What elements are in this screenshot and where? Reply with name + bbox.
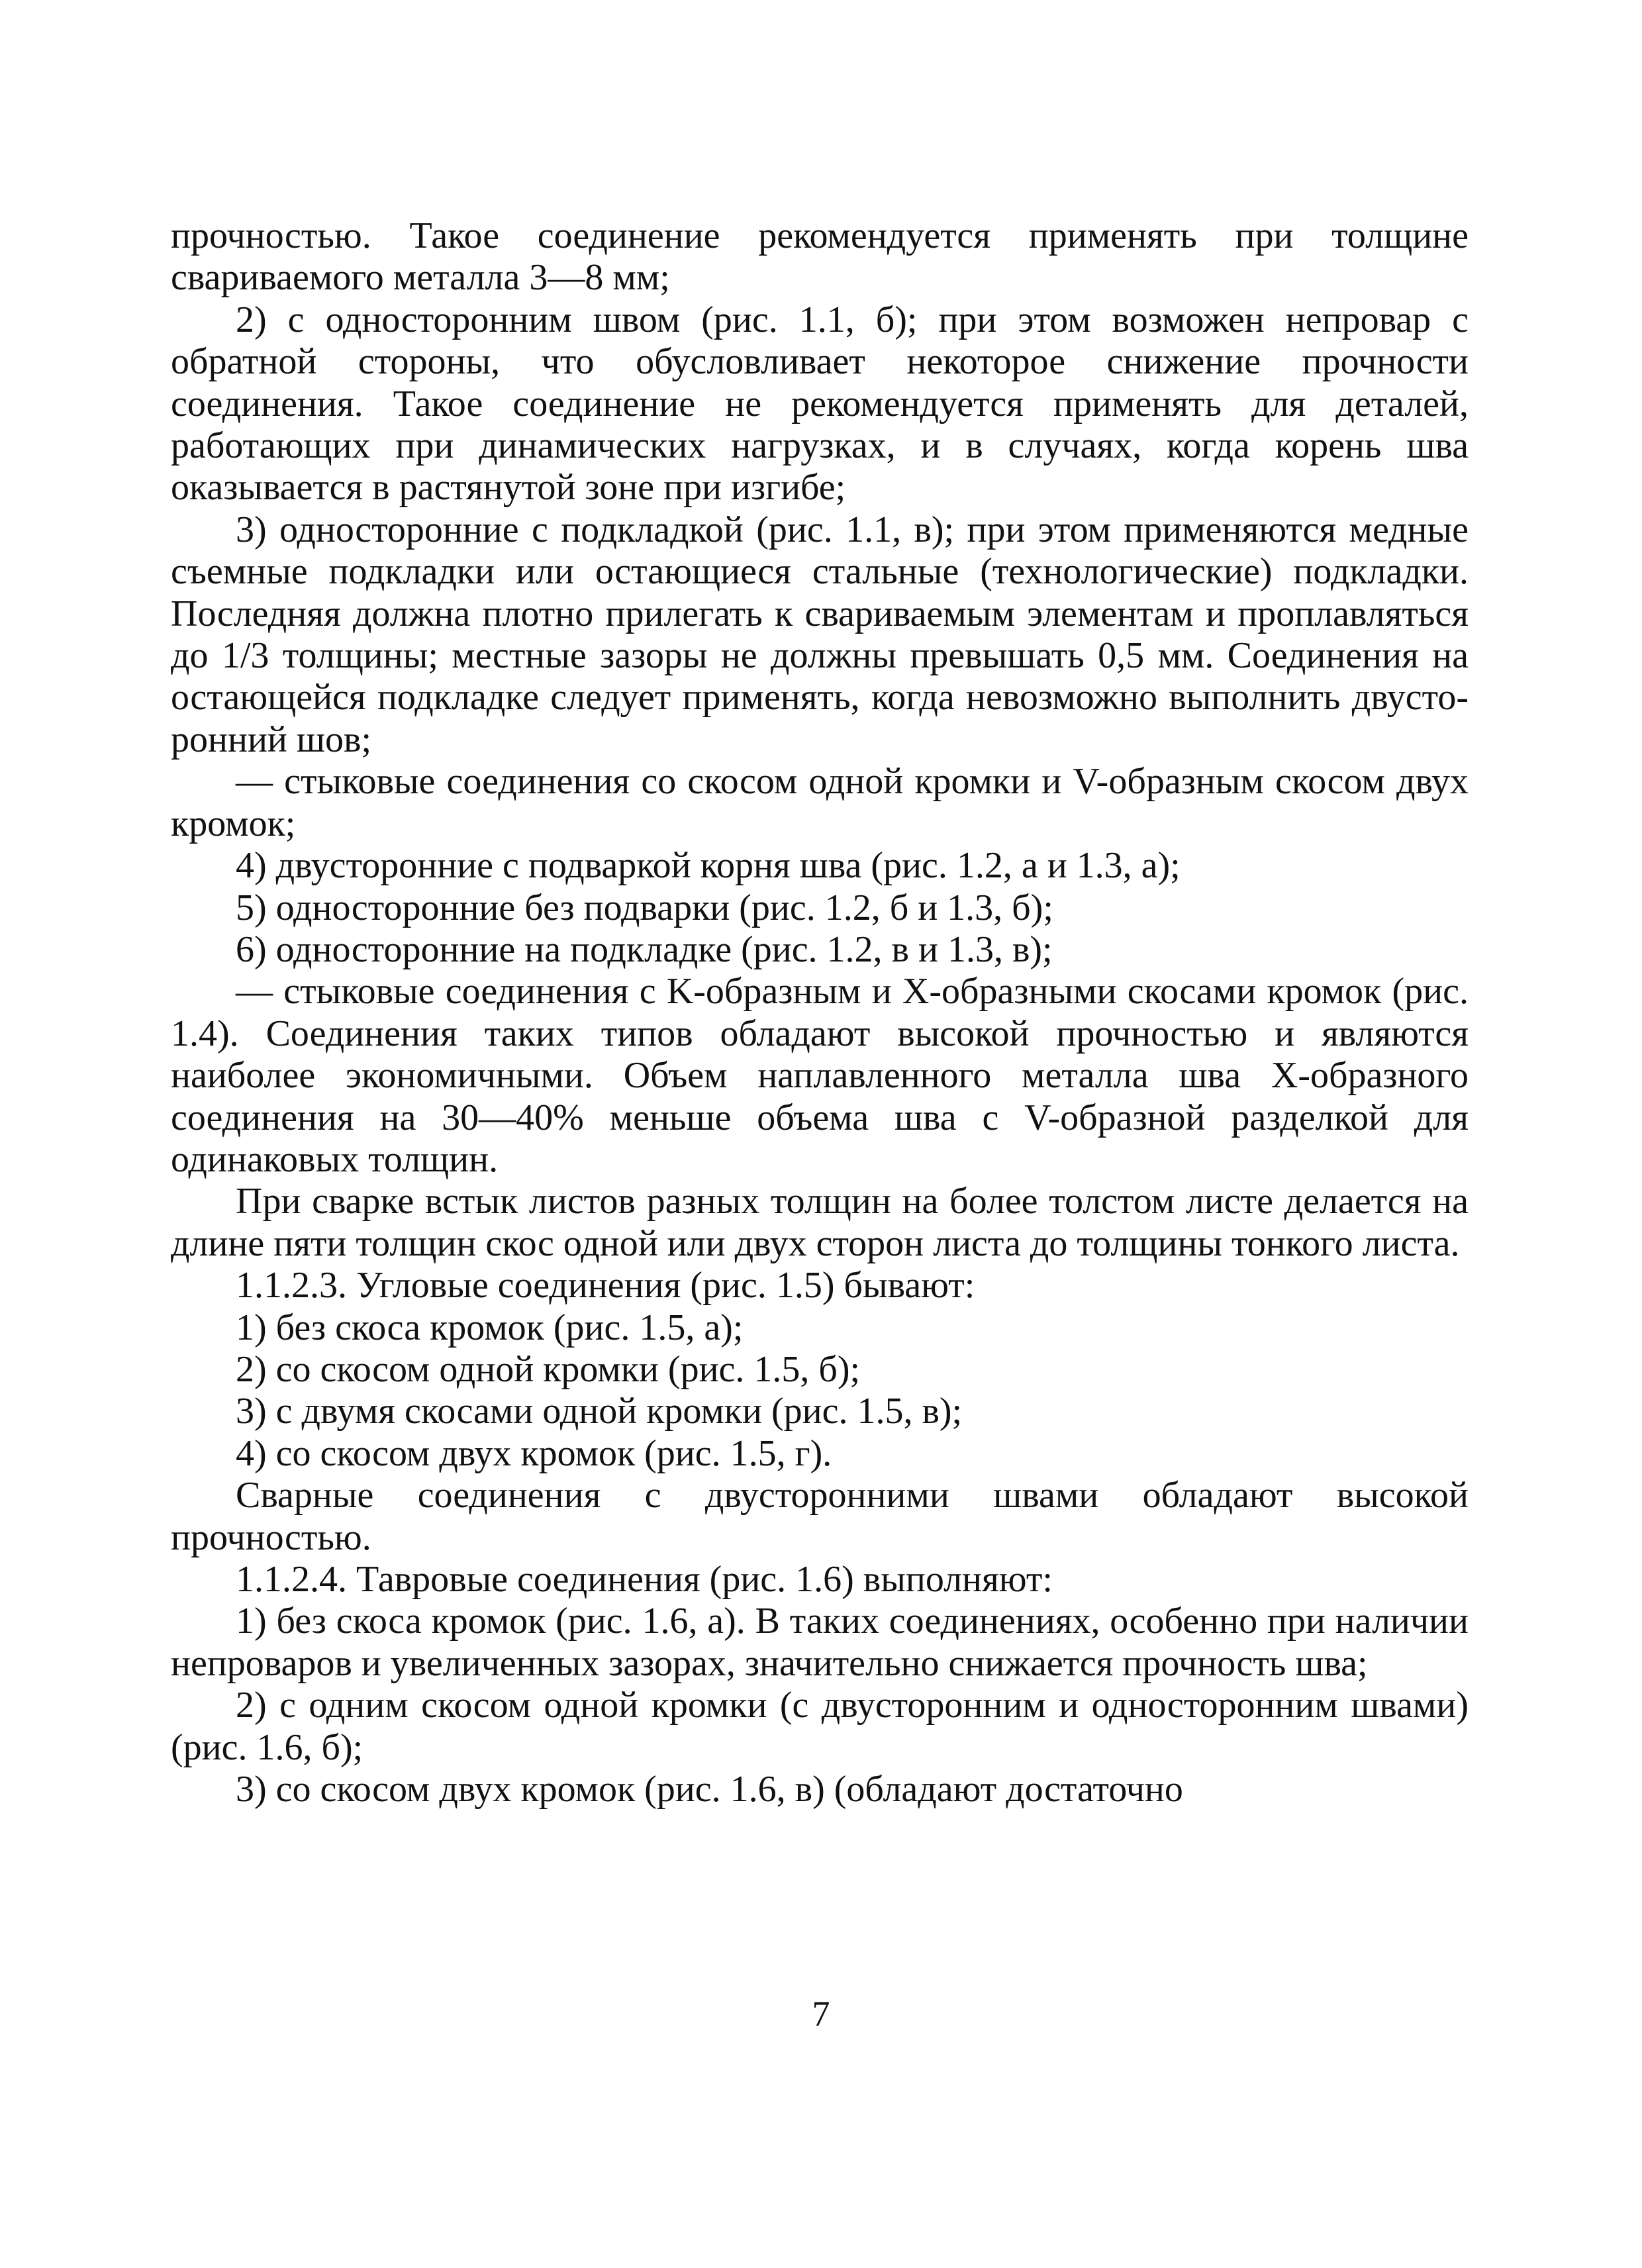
page-body — [171, 215, 1469, 1810]
paragraph-7: 6) односторонние на подкладке (рис. 1.2, в и 1.3, в); — [236, 928, 1053, 970]
paragraph-9: При сварке встык листов разных толщин на более толстом листе делается на длине пяти толщин скос одной или двух сторон листа до толщины тонкого листа. — [171, 1181, 1469, 1264]
paragraph-13: 3) с двумя скосами одной кромки (рис. 1.5, в); — [236, 1391, 963, 1432]
paragraph-4: — стыковые соединения со скосом одной кромки и V-образным скосом двух кромок; — [171, 761, 1469, 844]
paragraph-8: — стыковые соединения с K-образным и X-образными скосами кромок (рис. 1.4). Соединения таких типов обладают высокой прочностью и являются наиболее экономичными. Объем наплавленного металла шва X-образного соединения на 30—40% меньше объема шва с V-образной разделкой для одинаковых толщин. — [171, 971, 1469, 1180]
paragraph-14: 4) со скосом двух кромок (рис. 1.5, г). — [236, 1432, 832, 1474]
page-number: 7 — [812, 1994, 830, 2034]
paragraph-17: 1) без скоса кромок (рис. 1.6, а). В таких соединениях, особенно при наличии непроваров и увеличенных зазорах, значительно снижается прочность шва; — [171, 1601, 1469, 1684]
paragraph-11: 1) без скоса кромок (рис. 1.5, а); — [236, 1307, 744, 1348]
paragraph-2: 2) с односторонним швом (рис. 1.1, б); при этом возможен непровар с обратной стороны, что обусловливает некоторое снижение прочности соединения. Такое соединение не рекомендуется применять для деталей, работающих при динамических нагрузках, и в случаях, когда корень шва оказывается в растянутой зоне при изгибе; — [171, 299, 1469, 509]
paragraph-5: 4) двусторонние с подваркой корня шва (рис. 1.2, а и 1.3, а); — [236, 845, 1181, 887]
paragraph-1: прочностью. Такое соединение рекомендуется применять при толщине свариваемого металла 3—8 мм; — [171, 215, 1469, 299]
paragraph-6: 5) односторонние без подварки (рис. 1.2, б и 1.3, б); — [236, 887, 1053, 928]
paragraph-15: Сварные соединения с двусторонними швами обладают высокой прочностью. — [171, 1475, 1469, 1558]
paragraph-10: 1.1.2.3. Угловые соединения (рис. 1.5) бывают: — [236, 1265, 975, 1307]
paragraph-12: 2) со скосом одной кромки (рис. 1.5, б); — [236, 1348, 861, 1390]
paragraph-16: 1.1.2.4. Тавровые соединения (рис. 1.6) выполняют: — [236, 1559, 1053, 1600]
paragraph-3: 3) односторонние с подкладкой (рис. 1.1, в); при этом применяются медные съемные подкладки или остающиеся стальные (технологические) подкладки. Последняя должна плотно прилегать к свариваемым элементам и проплавляться до 1/3 толщины; местные зазоры не должны превышать 0,5 мм. Соединения на остающейся подкладке следует применять, когда невозможно выполнить двусторонний шов; — [171, 509, 1469, 760]
paragraph-18: 2) с одним скосом одной кромки (с двусторонним и односторонним швами) (рис. 1.6, б); — [171, 1685, 1469, 1768]
paragraph-19: 3) со скосом двух кромок (рис. 1.6, в) (обладают достаточно — [236, 1769, 1183, 1810]
